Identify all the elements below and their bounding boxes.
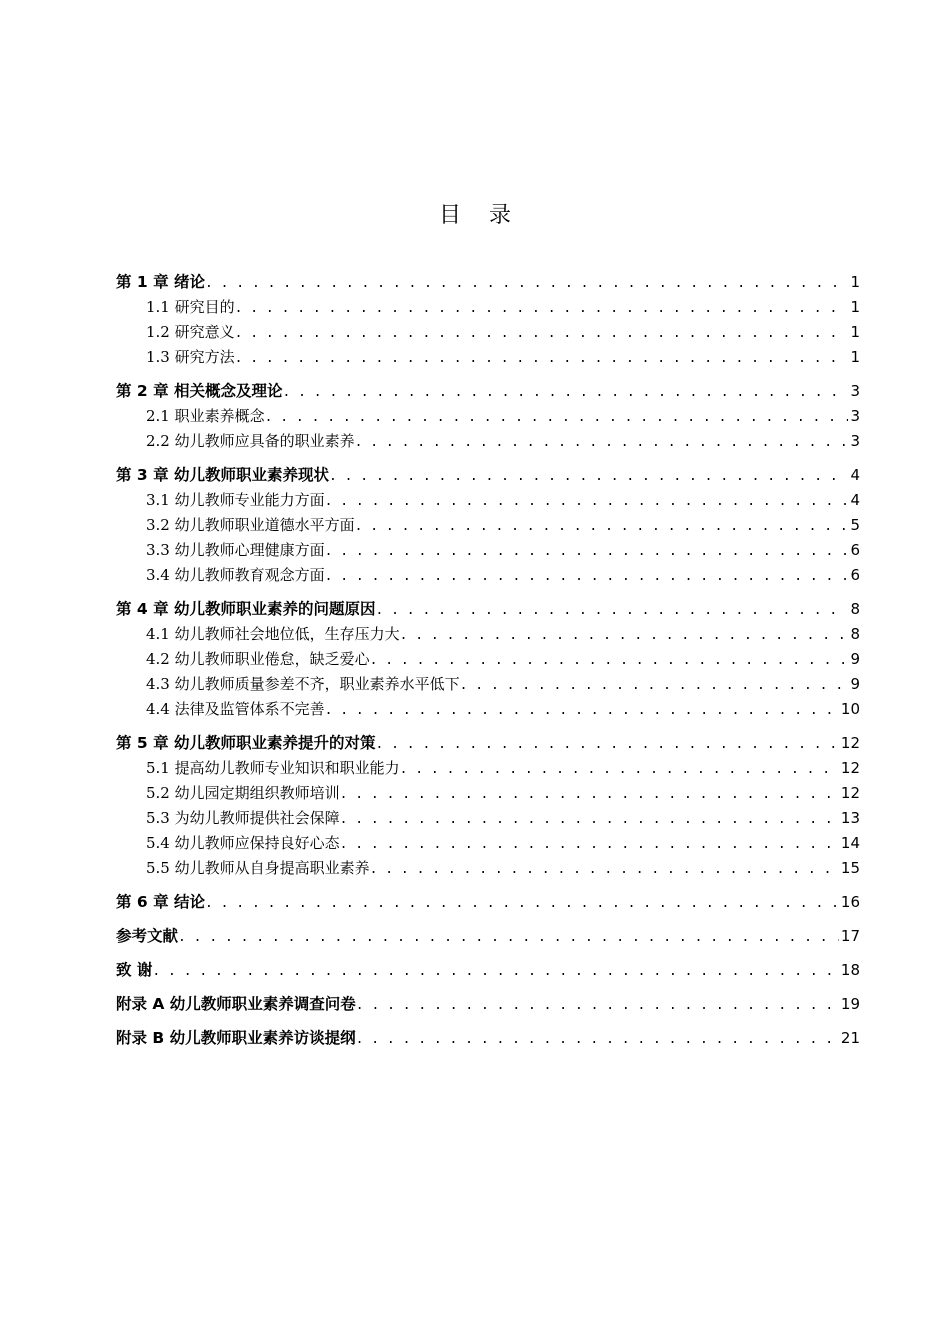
toc-section-entry[interactable] xyxy=(116,622,860,647)
toc-page-number: 18 xyxy=(840,961,860,979)
toc-leader-dots xyxy=(325,489,849,514)
toc-entry-label: 第 6 章 结论 xyxy=(116,893,205,911)
toc-section-entry[interactable] xyxy=(116,806,860,831)
toc-chapter-entry[interactable] xyxy=(116,379,860,404)
toc-entry-label: 5.1 提高幼儿教师专业知识和职业能力 xyxy=(146,759,400,777)
toc-section-entry[interactable] xyxy=(116,856,860,881)
toc-entry-label: 3.3 幼儿教师心理健康方面 xyxy=(146,541,325,559)
toc-section-entry[interactable] xyxy=(116,697,860,722)
toc-entry-label: 1.3 研究方法 xyxy=(146,348,235,366)
toc-leader-dots xyxy=(325,698,839,723)
toc-leader-dots xyxy=(152,959,839,984)
toc-section-entry[interactable] xyxy=(116,781,860,806)
toc-leader-dots xyxy=(325,564,849,589)
toc-chapter-entry[interactable] xyxy=(116,992,860,1017)
toc-entry-label: 参考文献 xyxy=(116,927,179,945)
toc-page-number: 6 xyxy=(850,566,860,584)
toc-leader-dots xyxy=(205,891,839,916)
toc-chapter-entry[interactable] xyxy=(116,924,860,949)
toc-leader-dots xyxy=(235,346,849,371)
toc-chapter-group xyxy=(116,463,860,588)
toc-section-entry[interactable] xyxy=(116,647,860,672)
toc-entry-label: 致 谢 xyxy=(116,961,153,979)
toc-section-entry[interactable] xyxy=(116,756,860,781)
toc-entry-label: 2.1 职业素养概念 xyxy=(146,407,265,425)
toc-leader-dots xyxy=(205,271,848,296)
toc-leader-dots xyxy=(235,296,849,321)
toc-section-entry[interactable] xyxy=(116,295,860,320)
toc-entry-label: 4.1 幼儿教师社会地位低，生存压力大 xyxy=(146,625,400,643)
toc-leader-dots xyxy=(282,380,848,405)
toc-section-entry[interactable] xyxy=(116,672,860,697)
toc-section-entry[interactable] xyxy=(116,429,860,454)
toc-chapter-entry[interactable] xyxy=(116,731,860,756)
toc-entry-label: 4.2 幼儿教师职业倦怠，缺乏爱心 xyxy=(146,650,370,668)
toc-entry-label: 1.2 研究意义 xyxy=(146,323,235,341)
page-title xyxy=(0,198,950,229)
toc-section-entry[interactable] xyxy=(116,488,860,513)
toc-leader-dots xyxy=(340,782,839,807)
toc-chapter-group xyxy=(116,1026,860,1051)
toc-page-number: 3 xyxy=(850,432,860,450)
toc-chapter-group xyxy=(116,924,860,949)
toc-chapter-group xyxy=(116,270,860,370)
toc-chapter-entry[interactable] xyxy=(116,270,860,295)
toc-entry-label: 第 3 章 幼儿教师职业素养现状 xyxy=(116,466,329,484)
toc-entry-label: 附录 A 幼儿教师职业素养调查问卷 xyxy=(116,995,356,1013)
table-of-contents xyxy=(116,270,860,1051)
toc-entry-label: 3.2 幼儿教师职业道德水平方面 xyxy=(146,516,355,534)
toc-page-number: 9 xyxy=(850,650,860,668)
toc-leader-dots xyxy=(400,757,839,782)
toc-page-number: 21 xyxy=(840,1029,860,1047)
toc-entry-label: 4.3 幼儿教师质量参差不齐，职业素养水平低下 xyxy=(146,675,460,693)
toc-entry-label: 2.2 幼儿教师应具备的职业素养 xyxy=(146,432,355,450)
toc-entry-label: 3.4 幼儿教师教育观念方面 xyxy=(146,566,325,584)
toc-leader-dots xyxy=(355,430,849,455)
toc-entry-label: 4.4 法律及监管体系不完善 xyxy=(146,700,325,718)
toc-page-number: 12 xyxy=(840,784,860,802)
toc-page-number: 4 xyxy=(850,466,860,484)
toc-page-number: 1 xyxy=(850,298,860,316)
toc-page-number: 17 xyxy=(840,927,860,945)
title-char-2: 录 xyxy=(489,203,512,228)
toc-leader-dots xyxy=(340,807,839,832)
toc-leader-dots xyxy=(178,925,839,950)
toc-section-entry[interactable] xyxy=(116,563,860,588)
toc-page-number: 9 xyxy=(850,675,860,693)
toc-section-entry[interactable] xyxy=(116,345,860,370)
toc-entry-label: 第 1 章 绪论 xyxy=(116,273,205,291)
toc-page-number: 1 xyxy=(850,348,860,366)
toc-chapter-group xyxy=(116,731,860,881)
toc-leader-dots xyxy=(265,405,849,430)
toc-page-number: 14 xyxy=(840,834,860,852)
toc-entry-label: 1.1 研究目的 xyxy=(146,298,235,316)
toc-chapter-group xyxy=(116,379,860,454)
toc-section-entry[interactable] xyxy=(116,320,860,345)
toc-section-entry[interactable] xyxy=(116,831,860,856)
toc-chapter-group xyxy=(116,890,860,915)
toc-chapter-entry[interactable] xyxy=(116,890,860,915)
toc-entry-label: 5.2 幼儿园定期组织教师培训 xyxy=(146,784,340,802)
toc-leader-dots xyxy=(370,857,839,882)
toc-page-number: 10 xyxy=(840,700,860,718)
toc-chapter-group xyxy=(116,597,860,722)
toc-page-number: 12 xyxy=(840,759,860,777)
toc-leader-dots xyxy=(355,514,849,539)
toc-page-number: 12 xyxy=(840,734,860,752)
toc-leader-dots xyxy=(370,648,849,673)
toc-page-number: 5 xyxy=(850,516,860,534)
toc-leader-dots xyxy=(356,993,839,1018)
toc-entry-label: 第 5 章 幼儿教师职业素养提升的对策 xyxy=(116,734,376,752)
toc-entry-label: 第 4 章 幼儿教师职业素养的问题原因 xyxy=(116,600,376,618)
toc-page-number: 8 xyxy=(850,625,860,643)
toc-chapter-entry[interactable] xyxy=(116,597,860,622)
toc-entry-label: 3.1 幼儿教师专业能力方面 xyxy=(146,491,325,509)
toc-page-number: 19 xyxy=(840,995,860,1013)
toc-leader-dots xyxy=(375,598,848,623)
toc-section-entry[interactable] xyxy=(116,513,860,538)
toc-page-number: 13 xyxy=(840,809,860,827)
toc-entry-label: 5.5 幼儿教师从自身提高职业素养 xyxy=(146,859,370,877)
toc-section-entry[interactable] xyxy=(116,404,860,429)
toc-entry-label: 5.4 幼儿教师应保持良好心态 xyxy=(146,834,340,852)
toc-leader-dots xyxy=(325,539,849,564)
toc-chapter-entry[interactable] xyxy=(116,1026,860,1051)
toc-leader-dots xyxy=(400,623,849,648)
toc-page-number: 8 xyxy=(850,600,860,618)
toc-leader-dots xyxy=(235,321,849,346)
toc-page-number: 4 xyxy=(850,491,860,509)
toc-leader-dots xyxy=(340,832,839,857)
toc-leader-dots xyxy=(375,732,838,757)
toc-entry-label: 附录 B 幼儿教师职业素养访谈提纲 xyxy=(116,1029,356,1047)
toc-leader-dots xyxy=(356,1027,839,1052)
toc-entry-label: 第 2 章 相关概念及理论 xyxy=(116,382,283,400)
toc-page-number: 3 xyxy=(850,382,860,400)
toc-page-number: 3 xyxy=(850,407,860,425)
toc-page-number: 1 xyxy=(850,323,860,341)
toc-leader-dots xyxy=(329,464,848,489)
toc-page-number: 6 xyxy=(850,541,860,559)
toc-chapter-group xyxy=(116,992,860,1017)
toc-leader-dots xyxy=(460,673,849,698)
toc-section-entry[interactable] xyxy=(116,538,860,563)
toc-entry-label: 5.3 为幼儿教师提供社会保障 xyxy=(146,809,340,827)
title-char-1: 目 xyxy=(438,203,461,228)
toc-page-number: 15 xyxy=(840,859,860,877)
toc-chapter-group xyxy=(116,958,860,983)
toc-page-number: 16 xyxy=(840,893,860,911)
toc-chapter-entry[interactable] xyxy=(116,958,860,983)
toc-chapter-entry[interactable] xyxy=(116,463,860,488)
toc-page-number: 1 xyxy=(850,273,860,291)
